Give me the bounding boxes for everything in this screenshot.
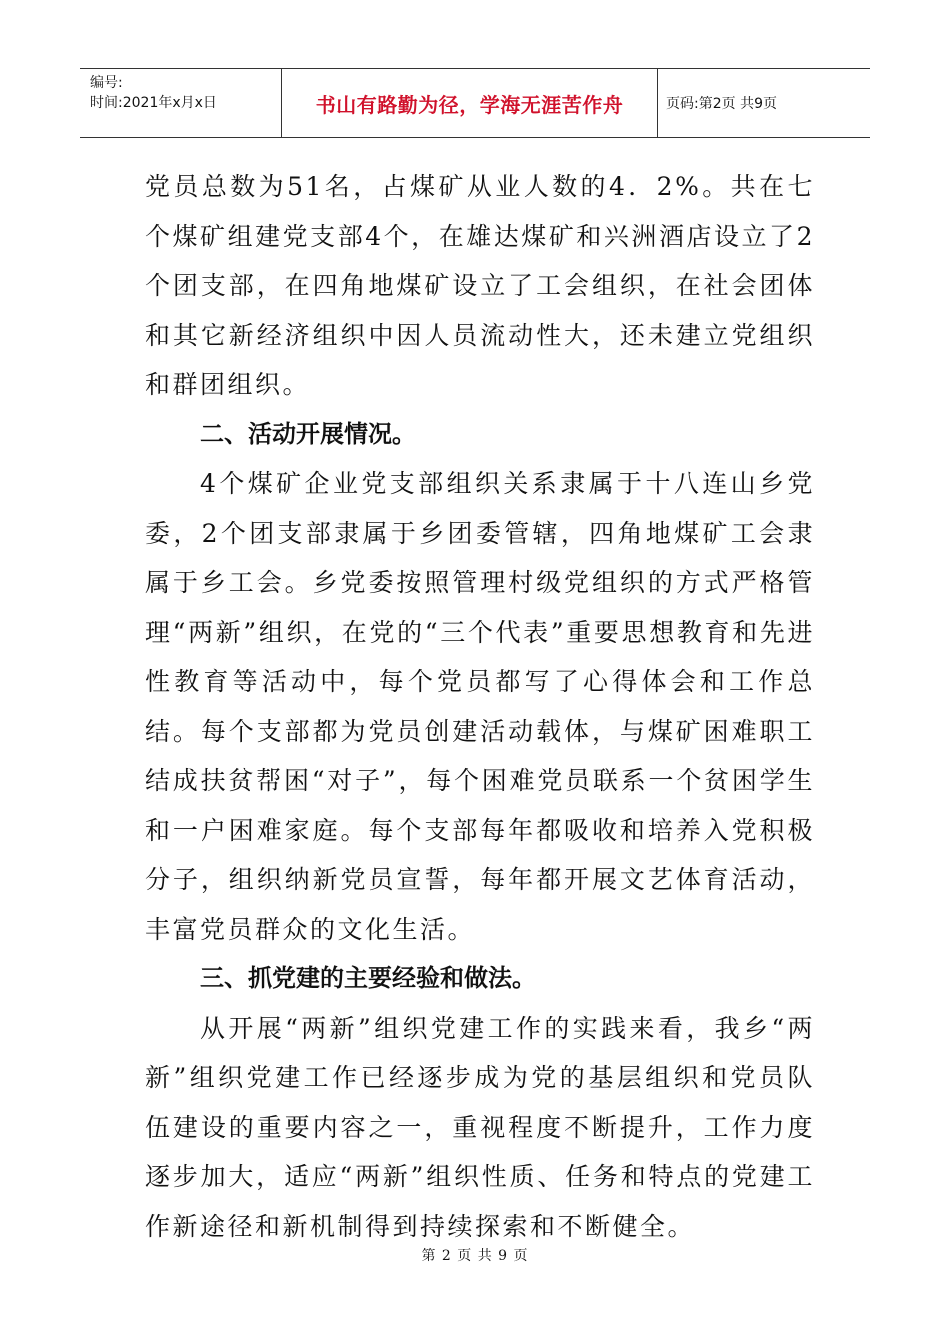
paragraph-activities: 4个煤矿企业党支部组织关系隶属于十八连山乡党委，2个团支部隶属于乡团委管辖，四角地煤矿工会隶属于乡工会。乡党委按照管理村级党组织的方式严格管理“两新”组织，在党的“三个代表”重要思想教育和先进性教育等活动中，每个党员都写了心得体会和工作总结。每个支部都为党员创建活动载体，与煤矿困难职工结成扶贫帮困“对子”，每个困难党员联系一个贫困学生和一户困难家庭。每个支部每年都吸收和培养入党积极分子，组织纳新党员宣誓，每年都开展文艺体育活动，丰富党员群众的文化生活。 [145,469,815,944]
page-header [80,68,870,138]
section-heading-activities: 二、活动开展情况。 [200,419,416,448]
header-page-info: 页码:第2页 共9页 [666,96,777,112]
page-footer: 第 2 页 共 9 页 [421,1248,529,1264]
document-body [145,162,815,1251]
header-meta [80,69,282,137]
document-number-label: 编号: [90,75,123,91]
header-motto: 书山有路勤为径，学海无涯苦作舟 [282,69,658,137]
paragraph-continued: 党员总数为51名，占煤矿从业人数的4．2%。共在七个煤矿组建党支部4个，在雄达煤矿和兴洲酒店设立了2个团支部，在四角地煤矿设立了工会组织，在社会团体和其它新经济组织中因人员流动性大，还未建立党组织和群团组织。 [145,172,815,399]
section-heading-experience: 三、抓党建的主要经验和做法。 [200,964,536,992]
document-date: 时间:2021年x月x日 [90,95,217,111]
paragraph-experience: 从开展“两新”组织党建工作的实践来看，我乡“两新”组织党建工作已经逐步成为党的基层组织和党员队伍建设的重要内容之一，重视程度不断提升，工作力度逐步加大，适应“两新”组织性质、任务和特点的党建工作新途径和新机制得到持续探索和不断健全。 [145,1013,815,1241]
